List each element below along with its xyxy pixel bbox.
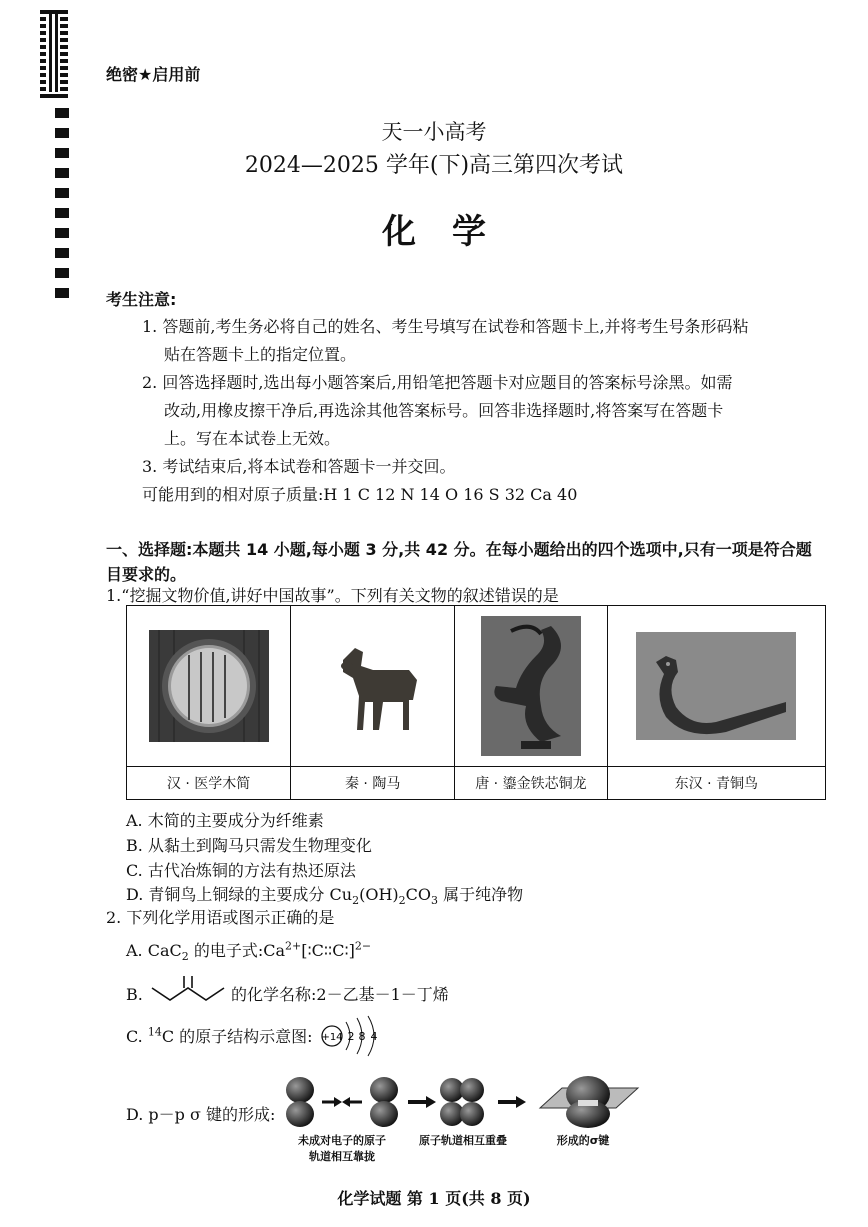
page-footer: 化学试题 第 1 页(共 8 页) bbox=[337, 1189, 531, 1208]
nucleus-label: +14 bbox=[321, 1032, 343, 1043]
wooden-slips-image bbox=[149, 630, 269, 742]
q2-option-b: B. 的化学名称:2－乙基－1－丁烯 bbox=[126, 976, 449, 1006]
notice-line: 贴在答题卡上的指定位置。 bbox=[164, 345, 357, 364]
binding-mark bbox=[55, 188, 69, 198]
sigma-caption-1: 未成对电子的原子 轨道相互靠拢 bbox=[298, 1134, 386, 1163]
section-heading: 一、选择题:本题共 14 小题,每小题 3 分,共 42 分。在每小题给出的四个选项中,只有一项是符合题目要求的。 bbox=[106, 540, 812, 584]
q1-option-a: A. 木简的主要成分为纤维素 bbox=[126, 811, 324, 830]
notice-title: 考生注意: bbox=[106, 290, 177, 309]
skeletal-formula-icon bbox=[148, 976, 226, 1006]
question-2-stem: 2. 下列化学用语或图示正确的是 bbox=[106, 908, 335, 927]
q2-option-d: D. p－p σ 键的形成: bbox=[126, 1105, 276, 1124]
sigma-caption-3: 形成的σ键 bbox=[556, 1134, 610, 1147]
artifact-caption: 汉 · 医学木简 bbox=[127, 767, 291, 800]
exam-title: 2024—2025 学年(下)高三第四次考试 bbox=[244, 153, 624, 178]
atomic-structure-diagram bbox=[320, 1014, 390, 1058]
artifact-image-cell bbox=[607, 606, 825, 767]
artifact-caption: 东汉 · 青铜鸟 bbox=[607, 767, 825, 800]
artifact-image-cell bbox=[127, 606, 291, 767]
bronze-bird-image bbox=[636, 632, 796, 740]
q1-option-c: C. 古代冶炼铜的方法有热还原法 bbox=[126, 861, 356, 880]
artifact-image-cell bbox=[291, 606, 455, 767]
sigma-caption-2: 原子轨道相互重叠 bbox=[419, 1134, 507, 1147]
question-1-stem: 1.“挖掘文物价值,讲好中国故事”。下列有关文物的叙述错误的是 bbox=[106, 586, 559, 605]
pottery-horse-image bbox=[313, 630, 433, 742]
notice-line: 改动,用橡皮擦干净后,再选涂其他答案标号。回答非选择题时,将答案写在答题卡 bbox=[164, 401, 724, 420]
q2-option-a: A. CaC$_2$ 的电子式$:Ca^{2+}[∶C∶∶C∶]^{2-}$ bbox=[126, 939, 372, 964]
artifact-table bbox=[126, 605, 826, 800]
subject-title: 化学 bbox=[382, 212, 522, 252]
notice-line: 1. 答题前,考生务必将自己的姓名、考生号填写在试卷和答题卡上,并将考生号条形码粘 bbox=[142, 317, 749, 336]
q1-option-b: B. 从黏土到陶马只需发生物理变化 bbox=[126, 836, 372, 855]
atomic-masses: 可能用到的相对原子质量:H 1 C 12 N 14 O 16 S 32 Ca 40 bbox=[142, 485, 578, 504]
shell-electrons: 2 bbox=[347, 1030, 355, 1043]
qr-code bbox=[40, 8, 68, 98]
confidential-label: 绝密★启用前 bbox=[106, 65, 201, 84]
exam-series-title: 天一小高考 bbox=[381, 120, 487, 144]
bronze-dragon-image bbox=[481, 616, 581, 756]
notice-line: 2. 回答选择题时,选出每小题答案后,用铅笔把答题卡对应题目的答案标号涂黑。如需 bbox=[142, 373, 733, 392]
binding-mark bbox=[55, 288, 69, 298]
shell-electrons: 4 bbox=[370, 1030, 378, 1043]
binding-mark bbox=[55, 268, 69, 278]
q1-option-d: D. 青铜鸟上铜绿的主要成分 $Cu_2(OH)_2CO_3$ 属于纯净物 bbox=[126, 885, 524, 908]
q2-option-c: C. $^{14}$C 的原子结构示意图: bbox=[126, 1025, 313, 1046]
shell-electrons: 8 bbox=[358, 1030, 366, 1043]
sigma-bond-diagram bbox=[282, 1072, 642, 1130]
notice-line: 3. 考试结束后,将本试卷和答题卡一并交回。 bbox=[142, 457, 456, 476]
notice-line: 上。写在本试卷上无效。 bbox=[164, 429, 341, 448]
artifact-caption: 唐 · 鎏金铁芯铜龙 bbox=[455, 767, 607, 800]
artifact-image-cell bbox=[455, 606, 607, 767]
artifact-caption: 秦 · 陶马 bbox=[291, 767, 455, 800]
